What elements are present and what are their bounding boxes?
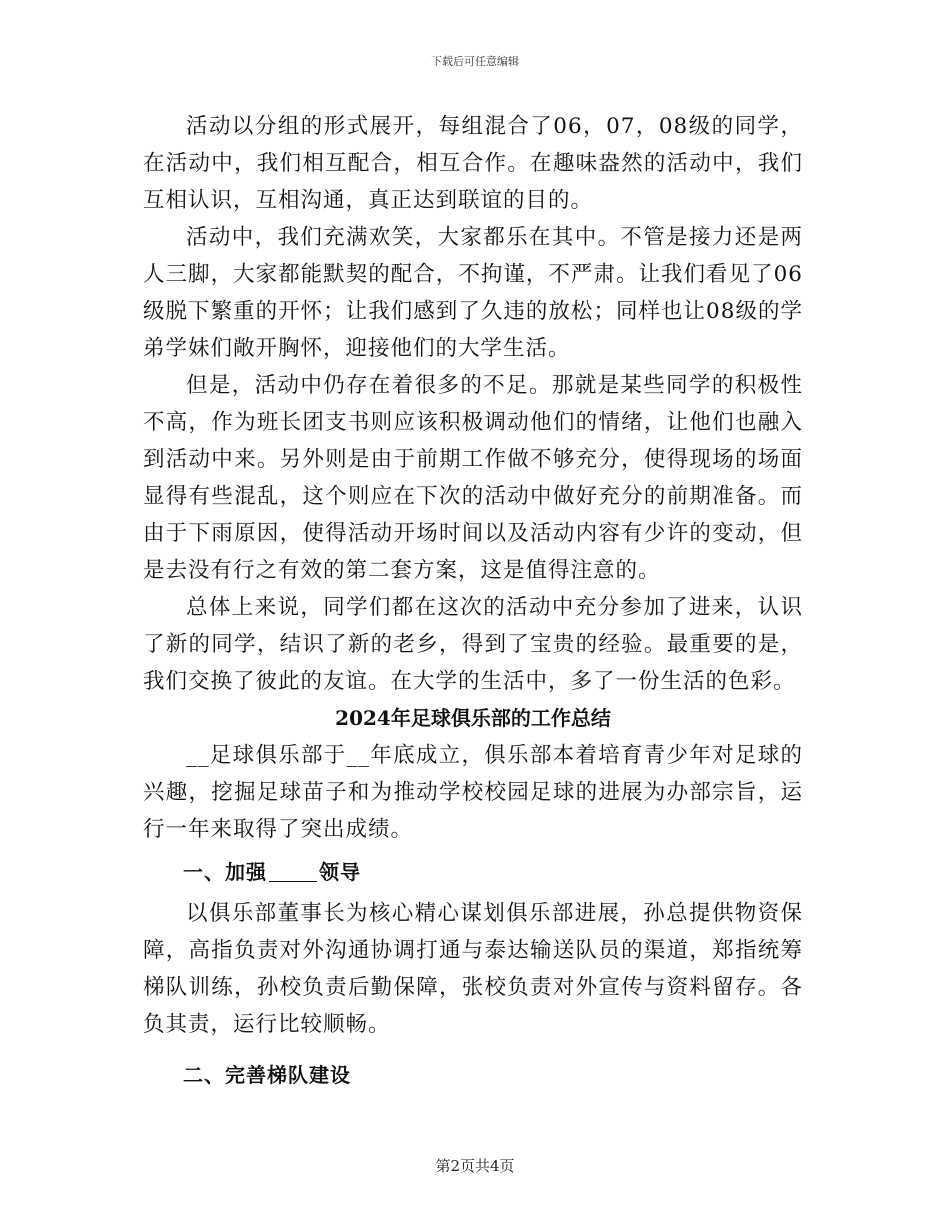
page-header: 下载后可任意编辑 [431,55,519,68]
section-heading-prefix: 一、加强 [183,860,267,884]
paragraph-summary: 总体上来说，同学们都在这次的活动中充分参加了进来，认识了新的同学，结识了新的老乡，得到了宝贵的经验。最重要的是，我们交换了彼此的友谊。在大学的生活中，多了一份生活的色彩。 [143,595,803,694]
document-body [143,108,803,1098]
article-intro: __足球俱乐部于__年底成立，俱乐部本着培育青少年对足球的兴趣，挖掘足球苗子和为推动学校校园足球的进展为办部宗旨，运行一年来取得了突出成绩。 [143,743,803,842]
paragraph-shortcomings: 但是，活动中仍存在着很多的不足。那就是某些同学的积极性不高，作为班长团支书则应该积极调动他们的情绪，让他们也融入到活动中来。另外则是由于前期工作做不够充分，使得现场的场面显得有些混乱，这个则应在下次的活动中做好充分的前期准备。而由于下雨原因，使得活动开场时间以及活动内容有少许的变动，但是去没有行之有效的第二套方案，这是值得注意的。 [143,373,803,583]
section-heading-suffix: 领导 [319,860,361,884]
section-heading-team-building: 二、完善梯队建设 [183,1063,351,1087]
page-footer: 第2页共4页 [435,1157,515,1175]
fill-in-blank [269,861,317,882]
article-title: 2024年足球俱乐部的工作总结 [335,706,611,730]
paragraph-activity-atmosphere: 活动中，我们充满欢笑，大家都乐在其中。不管是接力还是两人三脚，大家都能默契的配合，不拘谨，不严肃。让我们看见了06级脱下繁重的开怀；让我们感到了久违的放松；同样也让08级的学弟学妹们敞开胸怀，迎接他们的大学生活。 [143,225,803,361]
section-heading-leadership [143,854,803,891]
section-text-leadership: 以俱乐部董事长为核心精心谋划俱乐部进展，孙总提供物资保障，高指负责对外沟通协调打通与泰达输送队员的渠道，郑指统筹梯队训练，孙校负责后勤保障，张校负责对外宣传与资料留存。各负其责，运行比较顺畅。 [143,901,803,1037]
paragraph-activity-format: 活动以分组的形式展开，每组混合了06，07，08级的同学，在活动中，我们相互配合，相互合作。在趣味盎然的活动中，我们互相认识，互相沟通，真正达到联谊的目的。 [143,114,803,213]
